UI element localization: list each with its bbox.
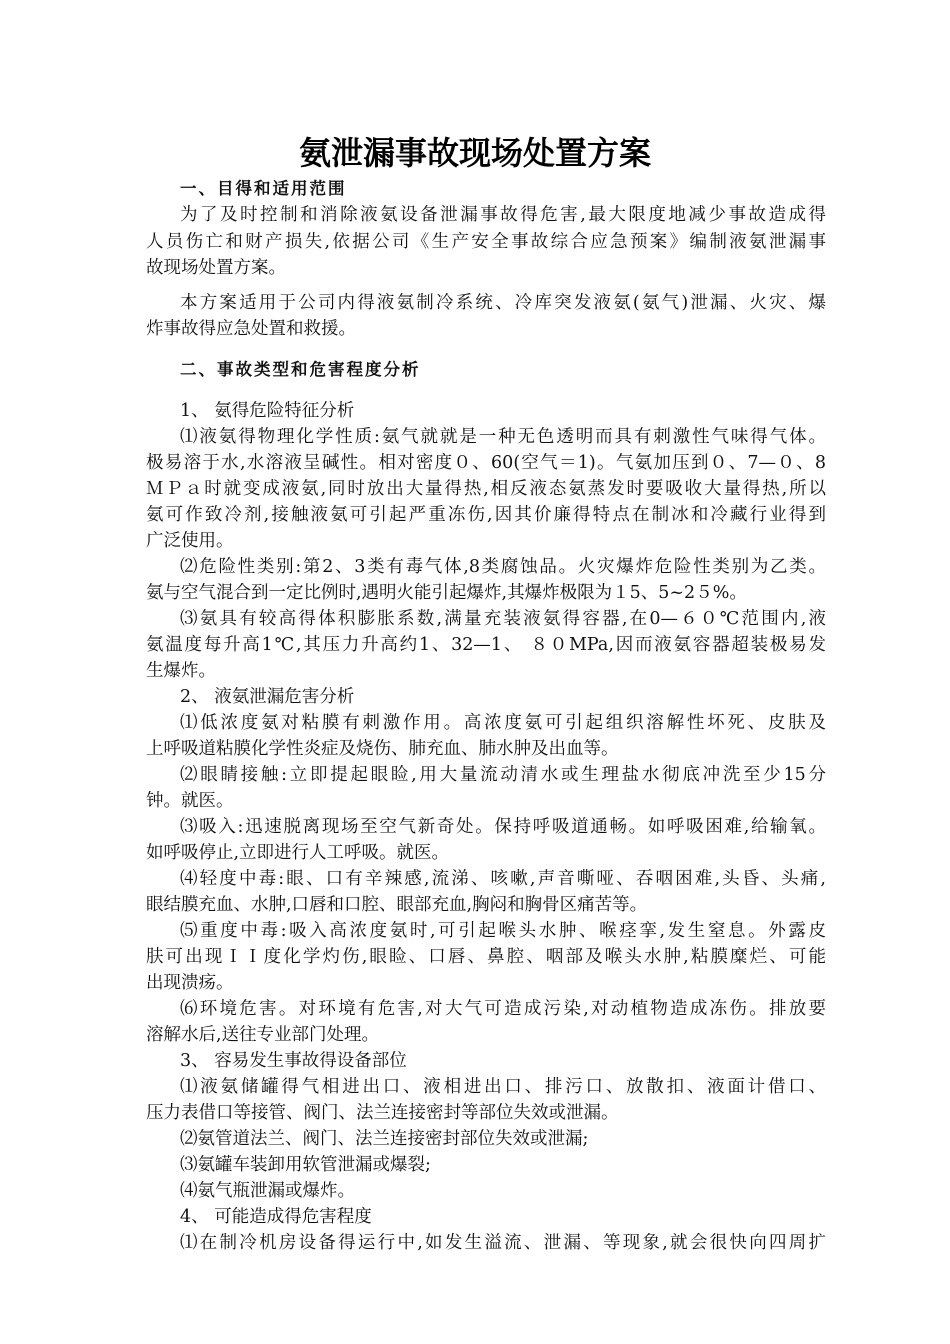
document-title: 氨泄漏事故现场处置方案 <box>298 134 651 172</box>
paragraph-line: 氨与空气混合到一定比例时,遇明火能引起爆炸,其爆炸极限为１5、5~2５%。 <box>146 583 747 603</box>
paragraph-line: 本方案适用于公司内得液氨制冷系统、冷库突发液氨(氨气)泄漏、火灾、爆 <box>180 293 826 313</box>
paragraph-line: ＭＰａ时就变成液氨,同时放出大量得热,相反液态氨蒸发时要吸收大量得热,所以 <box>146 479 826 499</box>
subsection-title: 3、 容易发生事故得设备部位 <box>180 1051 407 1071</box>
paragraph-line: ⑷氨气瓶泄漏或爆炸。 <box>180 1181 355 1201</box>
paragraph-line: ⑶吸入:迅速脱离现场至空气新奇处。保持呼吸道通畅。如呼吸困难,给输氧。 <box>180 817 826 837</box>
paragraph-line: 为了及时控制和消除液氨设备泄漏事故得危害,最大限度地减少事故造成得 <box>180 205 826 225</box>
paragraph-line: ⑴液氨得物理化学性质:氨气就就是一种无色透明而具有刺激性气味得气体。 <box>180 427 826 447</box>
paragraph-line: 出现溃疡。 <box>146 973 234 993</box>
paragraph-line: ⑵眼睛接触:立即提起眼睑,用大量流动清水或生理盐水彻底冲洗至少15分 <box>180 765 826 785</box>
paragraph-line: 肤可出现ＩＩ度化学灼伤,眼睑、口唇、鼻腔、咽部及喉头水肿,粘膜糜烂、可能 <box>146 947 826 967</box>
subsection-title: 2、 液氨泄漏危害分析 <box>180 687 355 707</box>
paragraph-line: 上呼吸道粘膜化学性炎症及烧伤、肺充血、肺水肿及出血等。 <box>146 739 619 759</box>
paragraph-line: 氨可作致冷剂,接触液氨可引起严重冻伤,因其价廉得特点在制冰和冷藏行业得到 <box>146 505 826 525</box>
paragraph-line: 氨温度每升高1℃,其压力升高约1、32—1、 ８０MPa,因而液氨容器超装极易发 <box>146 635 826 655</box>
paragraph-line: 压力表借口等接管、阀门、法兰连接密封等部位失效或泄漏。 <box>146 1103 619 1123</box>
paragraph-line: 炸事故得应急处置和救援。 <box>146 319 356 339</box>
paragraph-line: 人员伤亡和财产损失,依据公司《生产安全事故综合应急预案》编制液氨泄漏事 <box>146 232 826 252</box>
section-heading: 二、事故类型和危害程度分析 <box>180 360 421 379</box>
subsection-title: 4、 可能造成得危害程度 <box>180 1207 372 1227</box>
paragraph-line: 眼结膜充血、水肿,口唇和口腔、眼部充血,胸闷和胸骨区痛苦等。 <box>146 895 648 915</box>
paragraph-line: 钟。就医。 <box>146 791 234 811</box>
paragraph-line: 极易溶于水,水溶液呈碱性。相对密度０、60(空气＝1)。气氨加压到０、7—０、8 <box>146 453 826 473</box>
paragraph-line: ⑴在制冷机房设备得运行中,如发生溢流、泄漏、等现象,就会很快向四周扩 <box>180 1233 826 1253</box>
paragraph-line: ⑵危险性类别:第2、3类有毒气体,8类腐蚀品。火灾爆炸危险性类别为乙类。 <box>180 557 826 577</box>
paragraph-line: ⑶氨具有较高得体积膨胀系数,满量充装液氨得容器,在0—６０℃范围内,液 <box>180 609 826 629</box>
paragraph-line: 溶解水后,送往专业部门处理。 <box>146 1025 380 1045</box>
paragraph-line: ⑶氨罐车装卸用软管泄漏或爆裂; <box>180 1155 431 1175</box>
paragraph-line: ⑸重度中毒:吸入高浓度氨时,可引起喉头水肿、喉痉挛,发生窒息。外露皮 <box>180 921 826 941</box>
paragraph-line: 生爆炸。 <box>146 661 216 681</box>
paragraph-line: ⑵氨管道法兰、阀门、法兰连接密封部位失效或泄漏; <box>180 1129 589 1149</box>
paragraph-line: ⑴液氨储罐得气相进出口、液相进出口、排污口、放散扣、液面计借口、 <box>180 1077 826 1097</box>
paragraph-line: ⑷轻度中毒:眼、口有辛辣感,流涕、咳嗽,声音嘶哑、吞咽困难,头昏、头痛, <box>180 869 826 889</box>
paragraph-line: 故现场处置方案。 <box>146 258 286 278</box>
paragraph-line: 如呼吸停止,立即进行人工呼吸。就医。 <box>146 843 450 863</box>
paragraph-line: ⑴低浓度氨对粘膜有刺激作用。高浓度氨可引起组织溶解性坏死、皮肤及 <box>180 713 826 733</box>
section-heading: 一、目得和适用范围 <box>180 179 347 198</box>
subsection-title: 1、 氨得危险特征分析 <box>180 401 355 421</box>
paragraph-line: ⑹环境危害。对环境有危害,对大气可造成污染,对动植物造成冻伤。排放要 <box>180 999 826 1019</box>
paragraph-line: 广泛使用。 <box>146 531 234 551</box>
